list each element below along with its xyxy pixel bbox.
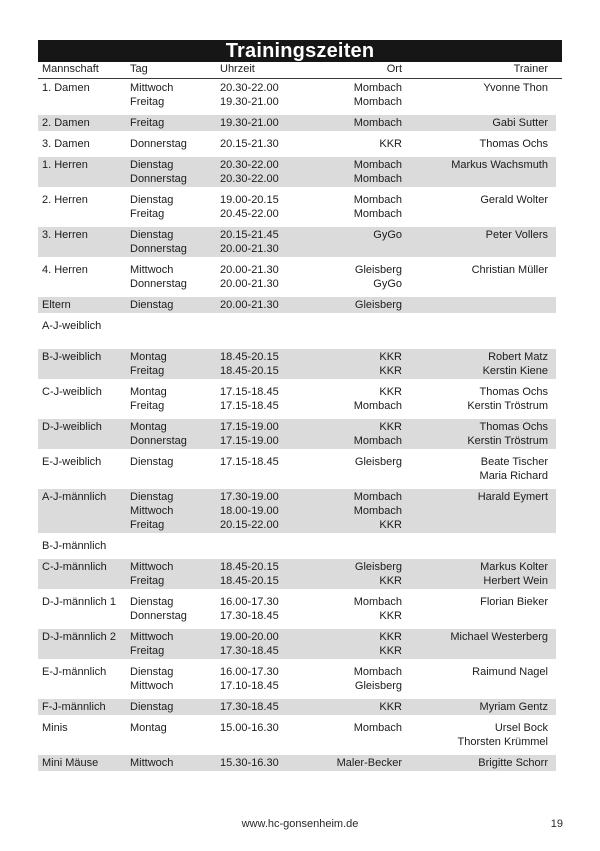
cell-ort (310, 81, 402, 109)
footer-url: www.hc-gonsenheim.de (241, 818, 359, 830)
cell-line: 18.00-19.00 (220, 505, 279, 517)
column-header-trainer: Trainer (513, 63, 548, 75)
cell-line: Gleisberg (354, 561, 402, 573)
cell-line: Mombach (353, 82, 402, 94)
cell-line: Robert Matz (488, 351, 548, 363)
cell-trainer (402, 298, 548, 312)
cell-ort (310, 158, 402, 186)
cell-tag (130, 756, 220, 770)
cell-line: KKR (379, 421, 402, 433)
cell-line: Ursel Bock (494, 722, 548, 734)
cell-line: KKR (379, 365, 402, 377)
cell-line: Mombach (353, 505, 402, 517)
cell-ort (310, 319, 402, 333)
cell-ort (310, 193, 402, 221)
cell-line: 20.00-21.30 (220, 264, 279, 276)
cell-line: Minis (42, 722, 68, 734)
cell-line: Mittwoch (130, 264, 174, 276)
cell-line: Mittwoch (130, 505, 174, 517)
table-row (38, 227, 556, 257)
cell-trainer (402, 630, 548, 658)
table-row (38, 559, 556, 589)
table-row (38, 349, 556, 379)
cell-ort (310, 228, 402, 256)
cell-line: KKR (379, 138, 402, 150)
cell-line: 17.30-19.00 (220, 491, 279, 503)
cell-mannschaft (42, 560, 130, 588)
cell-mannschaft (42, 539, 130, 553)
cell-ort (310, 350, 402, 378)
column-header-tag: Tag (130, 63, 148, 75)
cell-line: Mombach (353, 400, 402, 412)
cell-line: 3. Damen (42, 138, 90, 150)
cell-uhrzeit (220, 193, 310, 221)
cell-uhrzeit (220, 490, 310, 532)
cell-line: C-J-weiblich (42, 386, 102, 398)
cell-line: Dienstag (130, 596, 174, 608)
cell-tag (130, 700, 220, 714)
table-row (38, 699, 556, 715)
cell-line: 17.15-19.00 (220, 435, 279, 447)
cell-tag (130, 319, 220, 333)
cell-uhrzeit (220, 81, 310, 109)
cell-line: Mombach (353, 666, 402, 678)
table-row (38, 755, 556, 771)
cell-line: KKR (379, 519, 402, 531)
page-number: 19 (550, 818, 563, 830)
cell-line: 20.00-21.30 (220, 243, 279, 255)
table-row (38, 157, 556, 187)
cell-line: Maria Richard (479, 470, 548, 482)
cell-line: Dienstag (130, 701, 174, 713)
cell-line: Herbert Wein (483, 575, 548, 587)
cell-line: GyGo (373, 278, 402, 290)
cell-line: E-J-männlich (42, 666, 107, 678)
cell-line: A-J-weiblich (42, 320, 102, 332)
table-row (38, 489, 556, 533)
cell-line: B-J-männlich (42, 540, 107, 552)
cell-mannschaft (42, 116, 130, 130)
cell-line: Myriam Gentz (479, 701, 548, 713)
cell-trainer (402, 263, 548, 291)
cell-line: 20.30-22.00 (220, 159, 279, 171)
cell-uhrzeit (220, 539, 310, 553)
cell-uhrzeit (220, 700, 310, 714)
cell-uhrzeit (220, 560, 310, 588)
cell-line: D-J-weiblich (42, 421, 102, 433)
cell-line: Mini Mäuse (42, 757, 99, 769)
cell-line: Freitag (130, 208, 165, 220)
cell-line: Gleisberg (354, 264, 402, 276)
title-bar (38, 40, 562, 62)
cell-line: 18.45-20.15 (220, 575, 279, 587)
cell-uhrzeit (220, 137, 310, 151)
table-row (38, 136, 556, 152)
cell-line: 3. Herren (42, 229, 88, 241)
table-row (38, 192, 556, 222)
cell-line: 17.15-18.45 (220, 386, 279, 398)
cell-mannschaft (42, 81, 130, 109)
cell-line: Thorsten Krümmel (457, 736, 548, 748)
table-row (38, 262, 556, 292)
cell-uhrzeit (220, 665, 310, 693)
cell-line: Freitag (130, 575, 165, 587)
cell-mannschaft (42, 595, 130, 623)
cell-line: D-J-männlich 2 (42, 631, 116, 643)
cell-tag (130, 228, 220, 256)
cell-ort (310, 756, 402, 770)
table-row (38, 115, 556, 131)
cell-line: Mombach (353, 173, 402, 185)
column-header-uhrzeit: Uhrzeit (220, 63, 255, 75)
cell-uhrzeit (220, 420, 310, 448)
cell-mannschaft (42, 298, 130, 312)
cell-mannschaft (42, 721, 130, 749)
cell-line: Montag (130, 421, 167, 433)
cell-line: 17.30-18.45 (220, 610, 279, 622)
cell-line: Montag (130, 351, 167, 363)
cell-line: KKR (379, 386, 402, 398)
cell-ort (310, 721, 402, 749)
cell-line: Dienstag (130, 456, 174, 468)
cell-tag (130, 137, 220, 151)
cell-line: 15.00-16.30 (220, 722, 279, 734)
cell-mannschaft (42, 665, 130, 693)
cell-tag (130, 116, 220, 130)
cell-line: Kerstin Kiene (482, 365, 548, 377)
cell-line: Christian Müller (471, 264, 548, 276)
cell-uhrzeit (220, 756, 310, 770)
cell-mannschaft (42, 319, 130, 333)
cell-line: 17.15-18.45 (220, 456, 279, 468)
cell-trainer (402, 560, 548, 588)
cell-line: Beate Tischer (480, 456, 548, 468)
cell-line: 18.45-20.15 (220, 561, 279, 573)
cell-line: KKR (379, 631, 402, 643)
cell-uhrzeit (220, 263, 310, 291)
cell-line: Mittwoch (130, 757, 174, 769)
cell-line: 16.00-17.30 (220, 666, 279, 678)
cell-tag (130, 158, 220, 186)
cell-line: Kerstin Tröstrum (467, 435, 548, 447)
cell-uhrzeit (220, 385, 310, 413)
cell-line: KKR (379, 575, 402, 587)
cell-line: Donnerstag (130, 278, 187, 290)
cell-line: Dienstag (130, 299, 174, 311)
cell-line: KKR (379, 610, 402, 622)
cell-mannschaft (42, 455, 130, 483)
cell-line: KKR (379, 645, 402, 657)
cell-line: Dienstag (130, 491, 174, 503)
cell-uhrzeit (220, 350, 310, 378)
cell-line: 19.30-21.00 (220, 96, 279, 108)
cell-line: Montag (130, 722, 167, 734)
cell-ort (310, 455, 402, 483)
cell-line: Montag (130, 386, 167, 398)
cell-line: Markus Wachsmuth (451, 159, 548, 171)
cell-line: 15.30-16.30 (220, 757, 279, 769)
cell-tag (130, 721, 220, 749)
table-row (38, 80, 556, 110)
cell-mannschaft (42, 158, 130, 186)
cell-line: Mittwoch (130, 680, 174, 692)
cell-mannschaft (42, 756, 130, 770)
cell-mannschaft (42, 228, 130, 256)
cell-line: Peter Vollers (485, 229, 548, 241)
cell-line: 20.00-21.30 (220, 299, 279, 311)
cell-ort (310, 385, 402, 413)
cell-line: Mombach (353, 117, 402, 129)
cell-line: Raimund Nagel (472, 666, 548, 678)
cell-line: 17.30-18.45 (220, 701, 279, 713)
cell-line: 19.30-21.00 (220, 117, 279, 129)
cell-trainer (402, 595, 548, 623)
cell-tag (130, 350, 220, 378)
cell-mannschaft (42, 630, 130, 658)
cell-trainer (402, 756, 548, 770)
cell-mannschaft (42, 490, 130, 532)
cell-line: Eltern (42, 299, 71, 311)
cell-trainer (402, 700, 548, 714)
cell-tag (130, 560, 220, 588)
cell-tag (130, 665, 220, 693)
cell-ort (310, 665, 402, 693)
cell-line: Mombach (353, 194, 402, 206)
cell-uhrzeit (220, 721, 310, 749)
cell-uhrzeit (220, 298, 310, 312)
cell-line: 16.00-17.30 (220, 596, 279, 608)
cell-line: Mittwoch (130, 561, 174, 573)
table-row (38, 318, 556, 334)
cell-ort (310, 137, 402, 151)
cell-trainer (402, 81, 548, 109)
cell-line: Brigitte Schorr (478, 757, 548, 769)
cell-tag (130, 298, 220, 312)
cell-trainer (402, 228, 548, 256)
cell-line: E-J-weiblich (42, 456, 102, 468)
cell-line: Maler-Becker (336, 757, 402, 769)
cell-line: 20.00-21.30 (220, 278, 279, 290)
cell-tag (130, 630, 220, 658)
cell-trainer (402, 455, 548, 483)
table-row (38, 629, 556, 659)
cell-line: 20.30-22.00 (220, 82, 279, 94)
cell-tag (130, 385, 220, 413)
cell-mannschaft (42, 350, 130, 378)
cell-uhrzeit (220, 630, 310, 658)
cell-uhrzeit (220, 455, 310, 483)
table-row (38, 454, 556, 484)
cell-line: 20.30-22.00 (220, 173, 279, 185)
cell-line: Donnerstag (130, 243, 187, 255)
cell-trainer (402, 420, 548, 448)
cell-line: Mombach (353, 96, 402, 108)
cell-tag (130, 455, 220, 483)
cell-line: Thomas Ochs (479, 138, 548, 150)
cell-ort (310, 298, 402, 312)
cell-line: Freitag (130, 117, 165, 129)
cell-line: Donnerstag (130, 173, 187, 185)
cell-trainer (402, 193, 548, 221)
cell-line: Gleisberg (354, 456, 402, 468)
cell-mannschaft (42, 420, 130, 448)
column-header-mannschaft: Mannschaft (42, 63, 99, 75)
cell-line: 17.10-18.45 (220, 680, 279, 692)
cell-line: 17.30-18.45 (220, 645, 279, 657)
cell-ort (310, 630, 402, 658)
cell-line: D-J-männlich 1 (42, 596, 116, 608)
cell-ort (310, 263, 402, 291)
table-header-row (38, 62, 562, 79)
table-row (38, 419, 556, 449)
cell-line: 19.00-20.00 (220, 631, 279, 643)
cell-line: Freitag (130, 365, 165, 377)
cell-line: Yvonne Thon (483, 82, 548, 94)
cell-trainer (402, 385, 548, 413)
cell-line: Freitag (130, 519, 165, 531)
table-body (38, 80, 556, 776)
cell-uhrzeit (220, 158, 310, 186)
cell-line: Gleisberg (354, 680, 402, 692)
cell-ort (310, 595, 402, 623)
cell-mannschaft (42, 193, 130, 221)
cell-line: Gerald Wolter (480, 194, 548, 206)
table-row (38, 720, 556, 750)
cell-tag (130, 595, 220, 623)
cell-line: 20.45-22.00 (220, 208, 279, 220)
cell-line: Freitag (130, 400, 165, 412)
cell-line: Gleisberg (354, 299, 402, 311)
cell-trainer (402, 490, 548, 532)
cell-mannschaft (42, 137, 130, 151)
table-row (38, 538, 556, 554)
table-row (38, 594, 556, 624)
cell-line: Mombach (353, 208, 402, 220)
cell-line: 1. Herren (42, 159, 88, 171)
cell-line: Kerstin Tröstrum (467, 400, 548, 412)
cell-mannschaft (42, 263, 130, 291)
cell-line: 1. Damen (42, 82, 90, 94)
cell-line: Dienstag (130, 159, 174, 171)
cell-line: GyGo (373, 229, 402, 241)
cell-line: 2. Damen (42, 117, 90, 129)
table-row (38, 664, 556, 694)
cell-line: Mittwoch (130, 82, 174, 94)
cell-line: 20.15-22.00 (220, 519, 279, 531)
cell-line: Donnerstag (130, 138, 187, 150)
cell-uhrzeit (220, 595, 310, 623)
cell-line: Mombach (353, 596, 402, 608)
cell-line: Donnerstag (130, 435, 187, 447)
cell-line: Dienstag (130, 666, 174, 678)
cell-trainer (402, 665, 548, 693)
cell-line: Thomas Ochs (479, 421, 548, 433)
cell-uhrzeit (220, 116, 310, 130)
cell-line: Mombach (353, 159, 402, 171)
cell-line: Florian Bieker (480, 596, 548, 608)
cell-line: 17.15-19.00 (220, 421, 279, 433)
cell-line: Freitag (130, 645, 165, 657)
column-header-ort: Ort (386, 63, 402, 75)
cell-line: A-J-männlich (42, 491, 107, 503)
cell-line: 19.00-20.15 (220, 194, 279, 206)
cell-tag (130, 490, 220, 532)
page-title: Trainingszeiten (225, 40, 375, 62)
cell-trainer (402, 539, 548, 553)
cell-trainer (402, 350, 548, 378)
cell-line: 2. Herren (42, 194, 88, 206)
cell-mannschaft (42, 700, 130, 714)
cell-line: Mombach (353, 491, 402, 503)
cell-mannschaft (42, 385, 130, 413)
cell-line: B-J-weiblich (42, 351, 102, 363)
cell-line: Gabi Sutter (492, 117, 548, 129)
cell-line: Mombach (353, 722, 402, 734)
cell-line: Dienstag (130, 194, 174, 206)
cell-trainer (402, 319, 548, 333)
cell-trainer (402, 116, 548, 130)
cell-trainer (402, 137, 548, 151)
cell-line: 4. Herren (42, 264, 88, 276)
cell-ort (310, 560, 402, 588)
cell-ort (310, 539, 402, 553)
cell-line: Thomas Ochs (479, 386, 548, 398)
cell-ort (310, 420, 402, 448)
cell-line: Dienstag (130, 229, 174, 241)
cell-line: Harald Eymert (477, 491, 548, 503)
cell-tag (130, 81, 220, 109)
table-row (38, 384, 556, 414)
cell-line: 20.15-21.45 (220, 229, 279, 241)
cell-tag (130, 539, 220, 553)
cell-line: 20.15-21.30 (220, 138, 279, 150)
cell-line: F-J-männlich (42, 701, 106, 713)
cell-line: KKR (379, 701, 402, 713)
cell-line: Michael Westerberg (450, 631, 548, 643)
cell-tag (130, 420, 220, 448)
cell-line: 17.15-18.45 (220, 400, 279, 412)
cell-uhrzeit (220, 319, 310, 333)
cell-line: C-J-männlich (42, 561, 107, 573)
cell-line: 18.45-20.15 (220, 351, 279, 363)
cell-trainer (402, 721, 548, 749)
cell-ort (310, 116, 402, 130)
cell-ort (310, 700, 402, 714)
cell-ort (310, 490, 402, 532)
cell-line: Mombach (353, 435, 402, 447)
cell-tag (130, 193, 220, 221)
cell-line: Markus Kolter (480, 561, 548, 573)
cell-uhrzeit (220, 228, 310, 256)
cell-line: KKR (379, 351, 402, 363)
table-row (38, 297, 556, 313)
cell-trainer (402, 158, 548, 186)
cell-tag (130, 263, 220, 291)
cell-line: 18.45-20.15 (220, 365, 279, 377)
cell-line: Freitag (130, 96, 165, 108)
cell-line: Mittwoch (130, 631, 174, 643)
cell-line: Donnerstag (130, 610, 187, 622)
